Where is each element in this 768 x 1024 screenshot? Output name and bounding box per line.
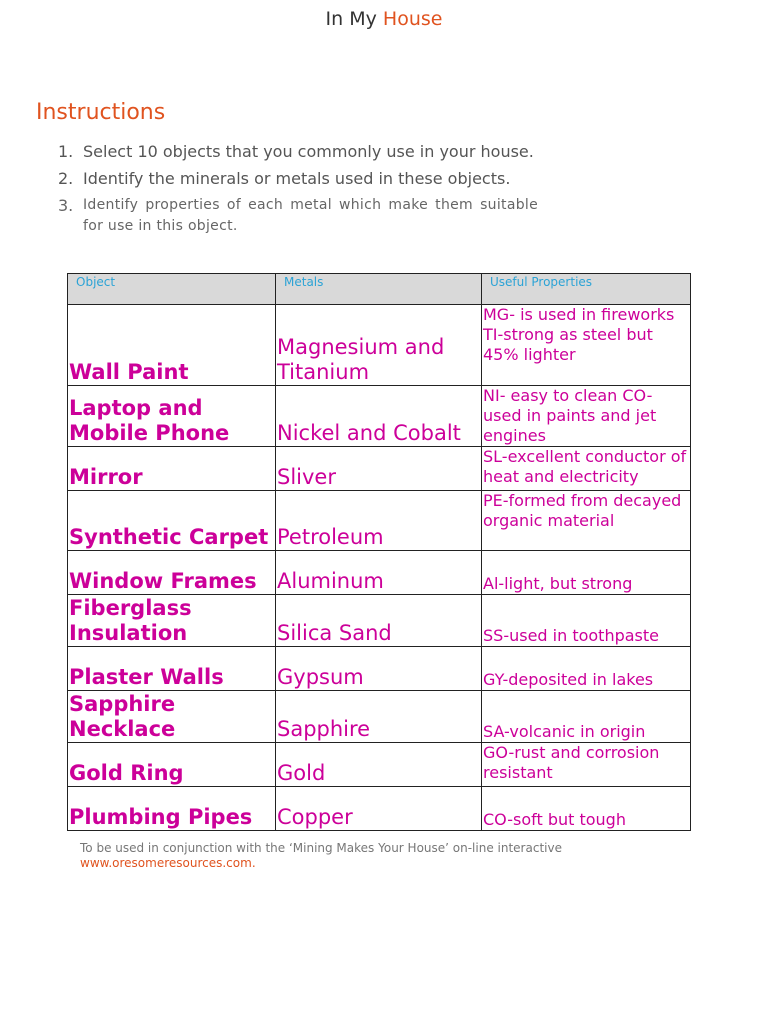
object-cell: Sapphire Necklace	[68, 691, 276, 743]
metal-cell: Gold	[276, 743, 482, 787]
header-useful-properties: Useful Properties	[482, 274, 691, 305]
instructions-list	[58, 140, 538, 237]
table-row	[68, 305, 691, 386]
header-metals: Metals	[276, 274, 482, 305]
properties-cell: CO-soft but tough	[482, 787, 691, 831]
metal-cell: Magnesium and Titanium	[276, 305, 482, 386]
metal-cell: Petroleum	[276, 491, 482, 551]
table-row	[68, 595, 691, 647]
table-row	[68, 491, 691, 551]
step-number: 1.	[58, 142, 74, 161]
properties-cell: SS-used in toothpaste	[482, 595, 691, 647]
footer-text: To be used in conjunction with the ‘Mining Makes Your House’ on-line interactive	[80, 841, 562, 855]
metal-cell: Sliver	[276, 447, 482, 491]
header-object: Object	[68, 274, 276, 305]
table-row	[68, 447, 691, 491]
properties-cell: Al-light, but strong	[482, 551, 691, 595]
table-header-row	[68, 274, 691, 305]
metal-cell: Silica Sand	[276, 595, 482, 647]
object-cell: Synthetic Carpet	[68, 491, 276, 551]
metal-cell: Aluminum	[276, 551, 482, 595]
page-title-prefix: In My	[325, 8, 383, 30]
object-cell: Fiberglass Insulation	[68, 595, 276, 647]
page-title	[0, 8, 768, 30]
object-cell: Gold Ring	[68, 743, 276, 787]
object-cell: Plaster Walls	[68, 647, 276, 691]
object-cell: Laptop and Mobile Phone	[68, 386, 276, 447]
properties-cell: SL-excellent conductor of heat and electricity	[482, 447, 691, 491]
step-number: 3.	[58, 196, 74, 215]
metal-cell: Gypsum	[276, 647, 482, 691]
object-cell: Wall Paint	[68, 305, 276, 386]
object-cell: Window Frames	[68, 551, 276, 595]
properties-cell: NI- easy to clean CO-used in paints and jet engines	[482, 386, 691, 447]
properties-cell: GY-deposited in lakes	[482, 647, 691, 691]
instruction-step	[58, 140, 538, 167]
footer-note	[80, 841, 680, 871]
properties-cell: SA-volcanic in origin	[482, 691, 691, 743]
instruction-step	[58, 195, 538, 237]
footer-link[interactable]: www.oresomeresources.com.	[80, 856, 256, 870]
table-row	[68, 691, 691, 743]
instruction-step	[58, 167, 538, 195]
step-text: Identify properties of each metal which make them suitable for use in this object.	[83, 197, 538, 234]
properties-cell: MG- is used in fireworks TI-strong as steel but 45% lighter	[482, 305, 691, 386]
metal-cell: Sapphire	[276, 691, 482, 743]
properties-cell: GO-rust and corrosion resistant	[482, 743, 691, 787]
step-text: Select 10 objects that you commonly use in your house.	[83, 142, 534, 161]
table-row	[68, 647, 691, 691]
step-text: Identify the minerals or metals used in these objects.	[83, 169, 511, 188]
table-row	[68, 787, 691, 831]
object-cell: Plumbing Pipes	[68, 787, 276, 831]
minerals-table	[67, 273, 691, 831]
metal-cell: Copper	[276, 787, 482, 831]
instructions-heading: Instructions	[36, 100, 166, 125]
step-number: 2.	[58, 169, 74, 188]
table-row	[68, 743, 691, 787]
page-title-accent: House	[382, 8, 443, 30]
object-cell: Mirror	[68, 447, 276, 491]
table-row	[68, 551, 691, 595]
properties-cell: PE-formed from decayed organic material	[482, 491, 691, 551]
table-row	[68, 386, 691, 447]
metal-cell: Nickel and Cobalt	[276, 386, 482, 447]
